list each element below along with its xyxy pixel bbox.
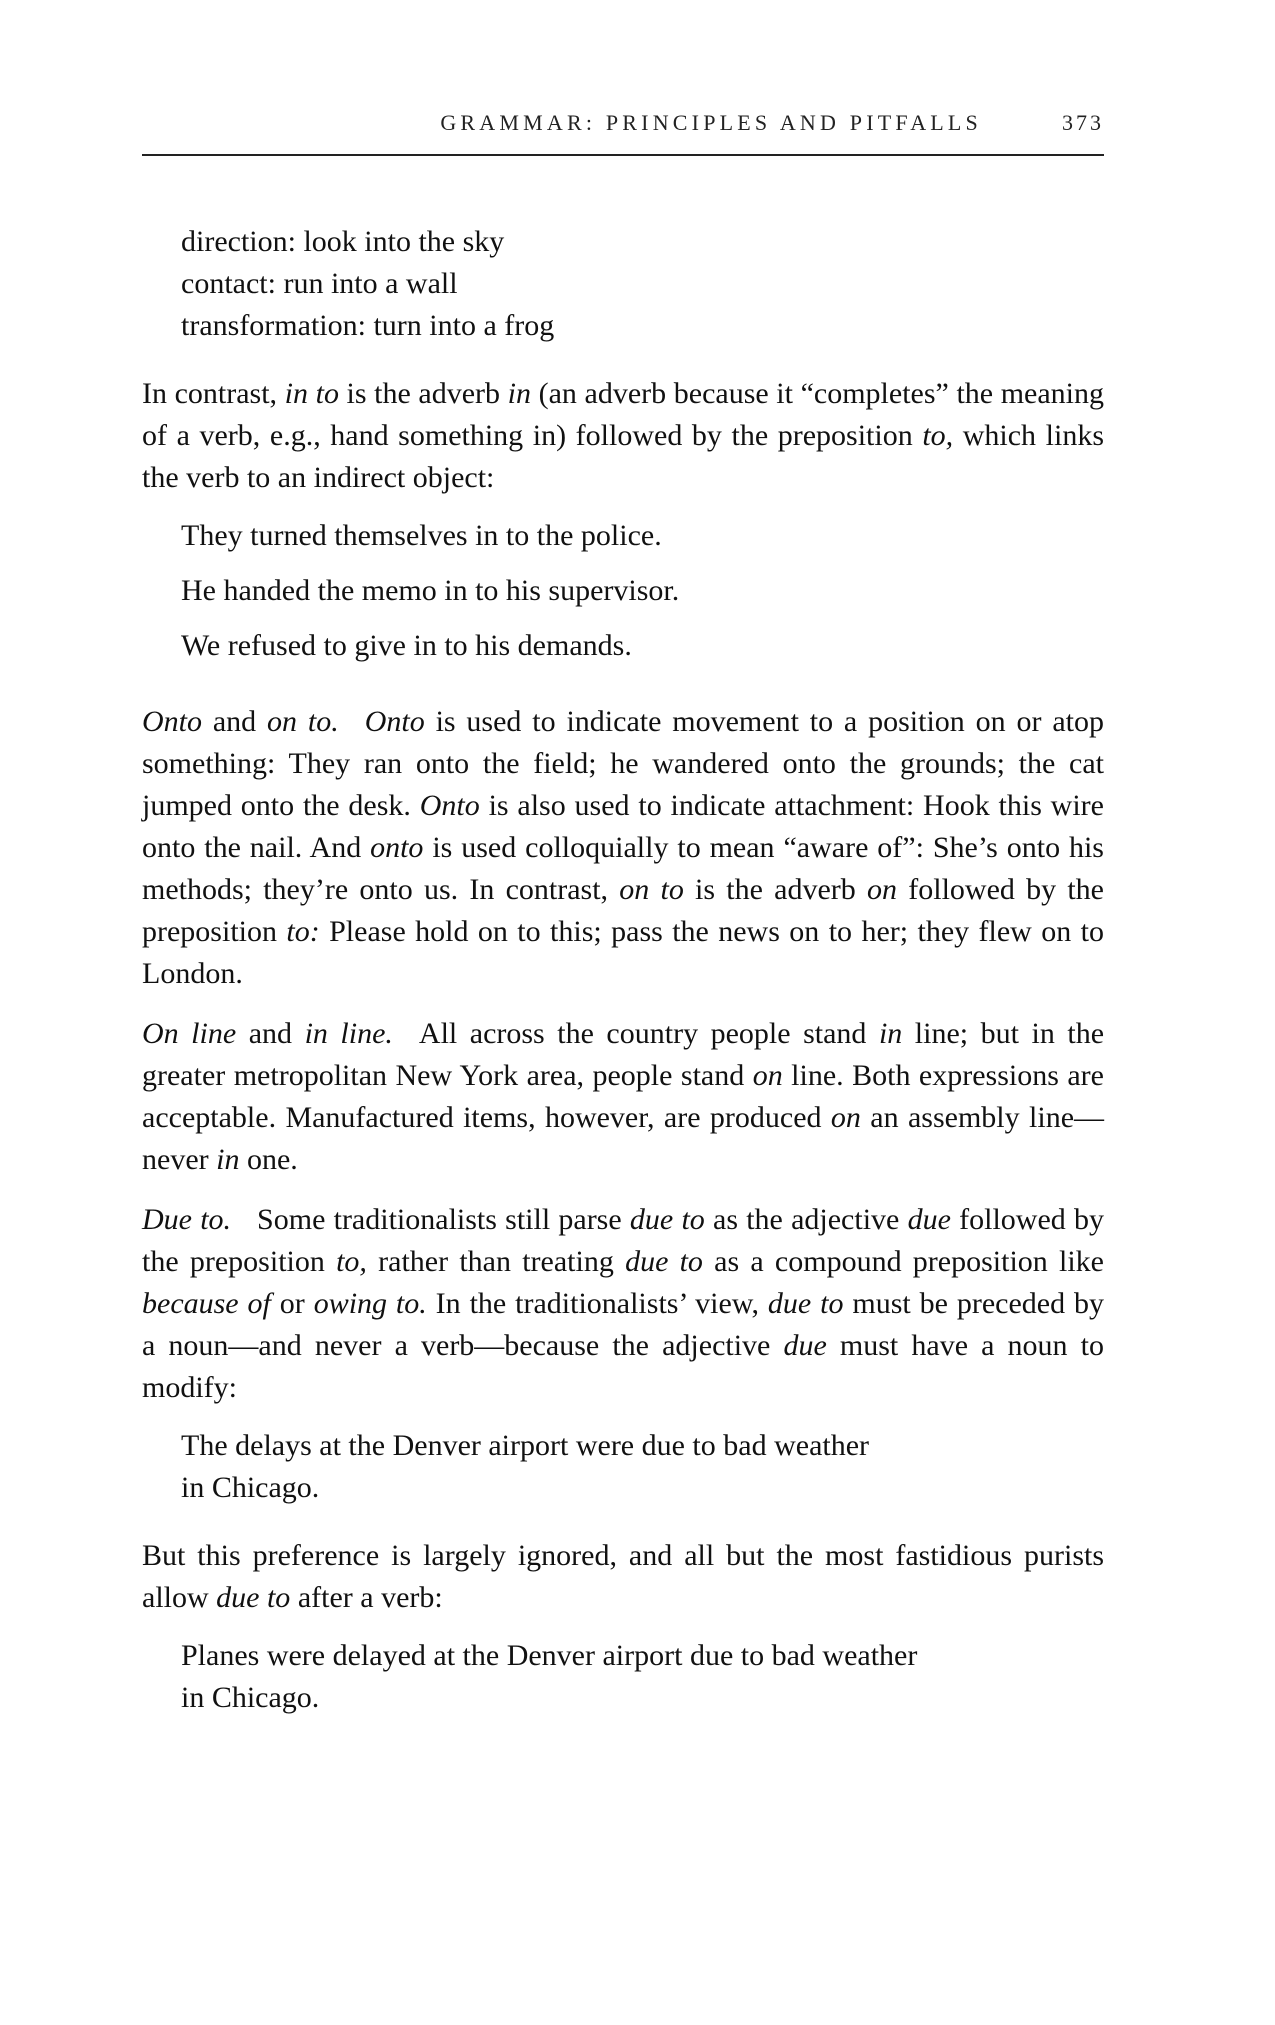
example-line: Planes were delayed at the Denver airport due to bad weather (181, 1639, 918, 1672)
meaning-direction: direction: look into the sky (181, 225, 505, 258)
example-sentence: He handed the memo in to his supervisor. (181, 574, 680, 607)
page-header (142, 110, 1104, 156)
entry-heading: Onto (142, 705, 202, 738)
example-line: in Chicago. (181, 1681, 320, 1714)
example-line: in Chicago. (181, 1471, 320, 1504)
example-line: The delays at the Denver airport were due to bad weather (181, 1429, 870, 1462)
entry-due-to: Due to. Some traditionalists still parse due to as the adjective due followed by the preposition to, rather than treating due to as a compound preposition like because of or owing to. In the traditionalists’ view, due to must be preceded by a noun—and never a verb—because the adjective due must have a noun to modify: (142, 1203, 1105, 1404)
running-head: GRAMMAR: PRINCIPLES AND PITFALLS (440, 110, 982, 135)
example-sentence: We refused to give in to his demands. (181, 629, 632, 662)
page-number: 373 (1062, 110, 1104, 135)
entry-heading: On line (142, 1017, 237, 1050)
example-due-to-noun (142, 1425, 1104, 1509)
example-sentence: They turned themselves in to the police. (181, 519, 662, 552)
paragraph-preference: But this preference is largely ignored, and all but the most fastidious purists allow due to after a verb: (142, 1539, 1104, 1614)
meaning-contact: contact: run into a wall (181, 267, 458, 300)
paragraph-in-to: In contrast, in to is the adverb in (an adverb because it “completes” the meaning of a verb, e.g., hand something in) followed by the preposition to, which links the verb to an indirect object: (142, 377, 1104, 494)
entry-on-line: On line and in line. All across the country people stand in line; but in the greater metropolitan New York area, people stand on line. Both expressions are acceptable. Manufactured items, however, are produced on an assembly line—never in one. (142, 1017, 1105, 1176)
meanings-list (142, 221, 1104, 347)
entry-onto: Onto and on to. Onto is used to indicate movement to a position on or atop something: They ran onto the field; he wandered onto the grounds; the cat jumped onto the desk. Onto is also used to indicate attachment: Hook this wire onto the nail. And onto is used colloquially to mean “aware of”: She’s onto his methods; they’re onto us. In contrast, on to is the adverb on followed by the preposition to: Please hold on to this; pass the news on to her; they flew on to London. (142, 705, 1104, 990)
meaning-transformation: transformation: turn into a frog (181, 309, 555, 342)
entry-heading: Due to. (142, 1203, 232, 1236)
page-body (142, 221, 1104, 1719)
example-due-to-verb (142, 1635, 1104, 1719)
examples-in-to (142, 515, 1104, 667)
